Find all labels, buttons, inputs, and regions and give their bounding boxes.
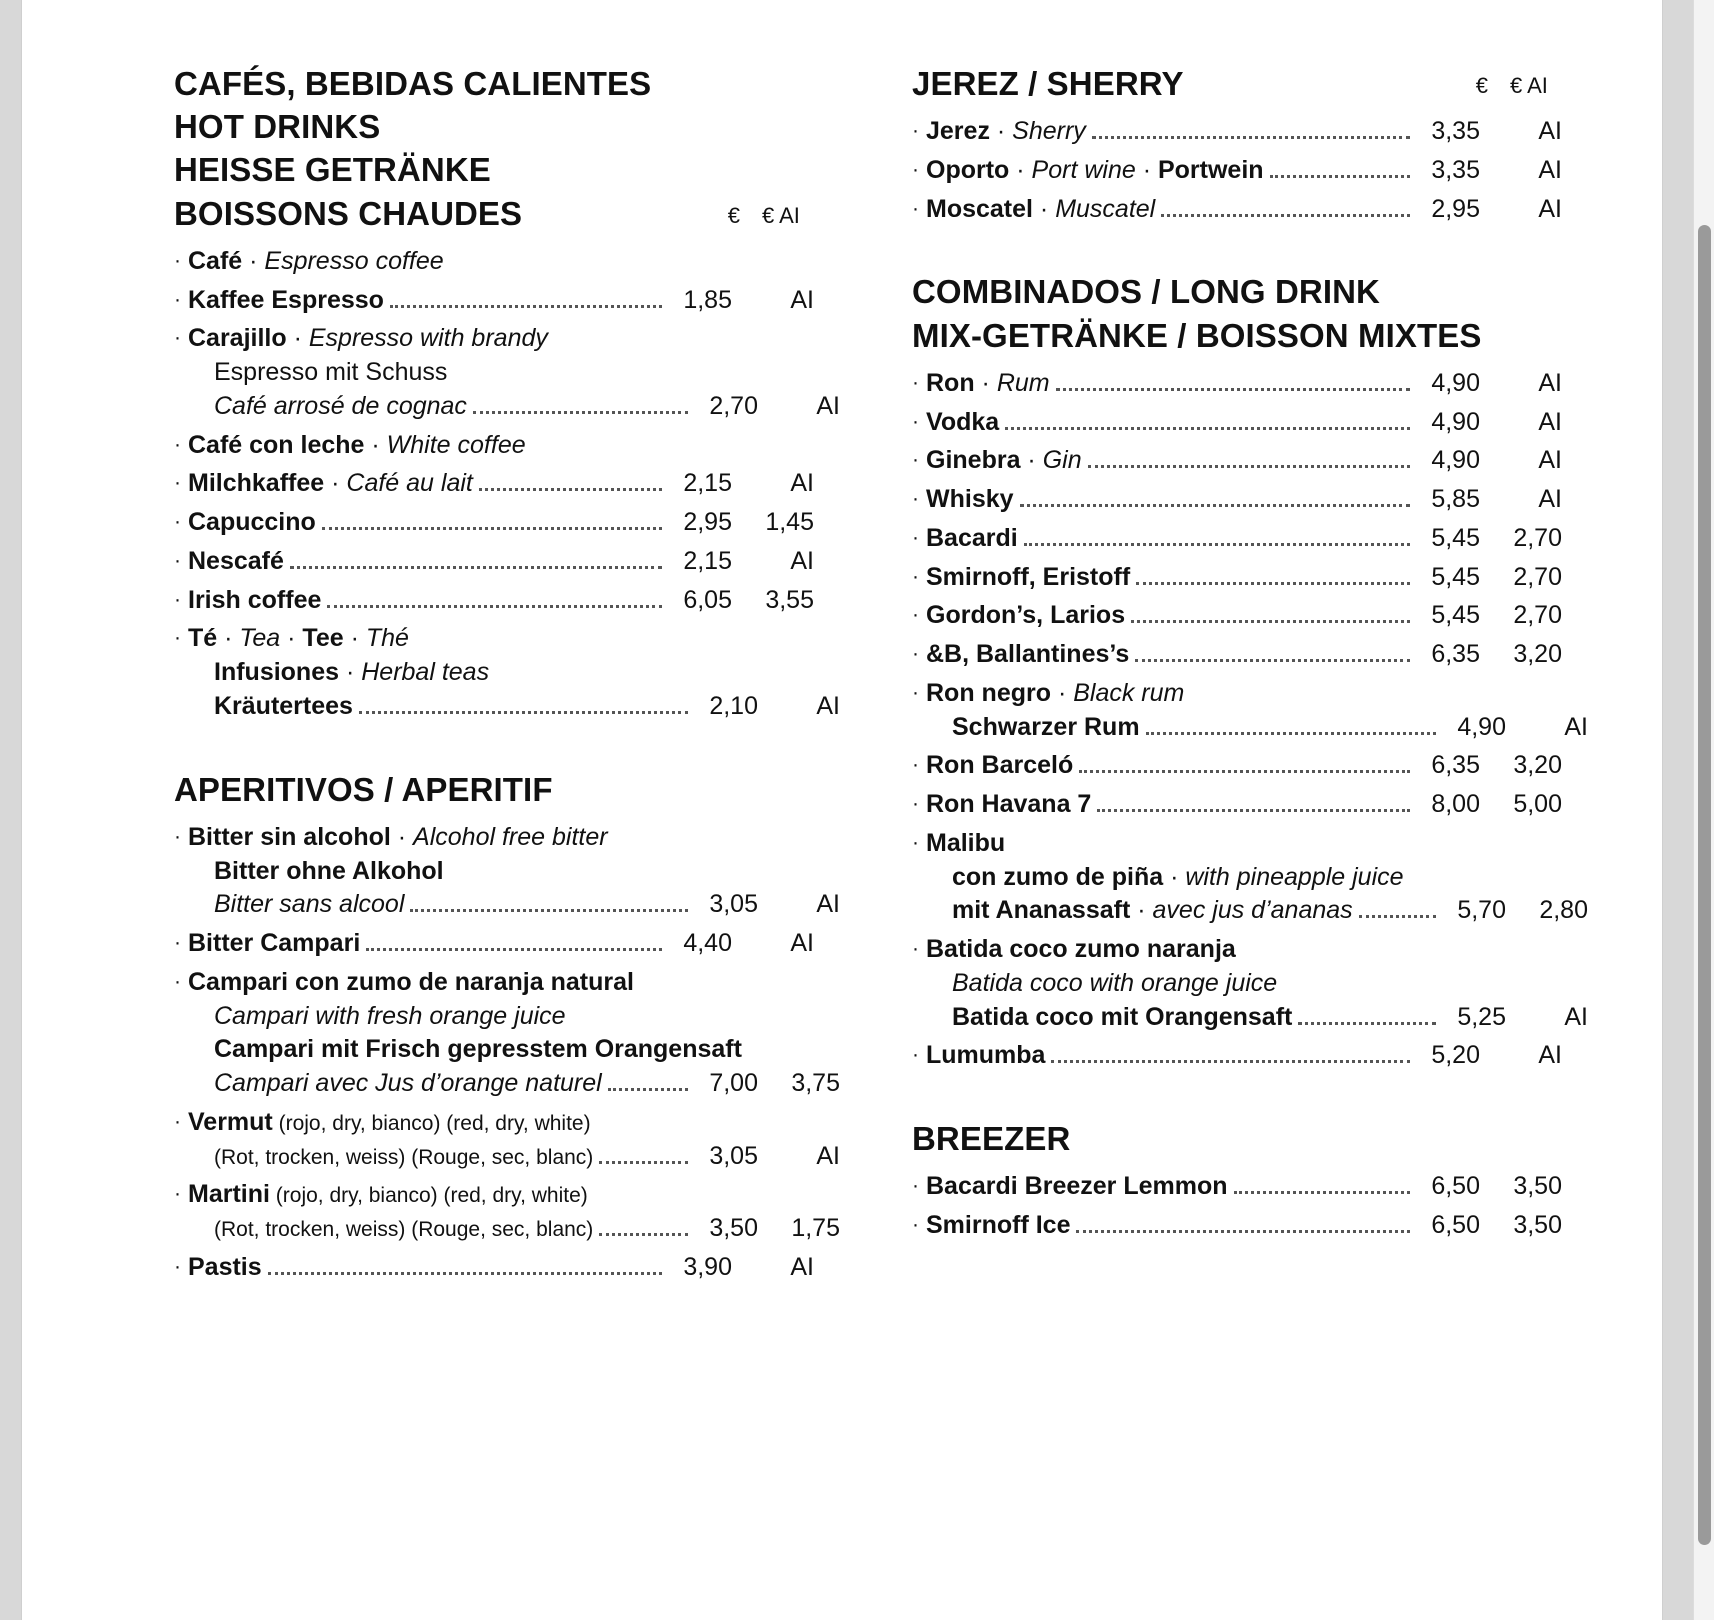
vertical-scrollbar[interactable] bbox=[1693, 0, 1714, 1620]
price-eur: 6,35 bbox=[1431, 640, 1480, 669]
menu-item-text: Smirnoff Ice bbox=[926, 1211, 1071, 1240]
price-eur: 3,05 bbox=[709, 890, 758, 919]
leader-dots bbox=[1024, 542, 1410, 546]
menu-item-line bbox=[912, 154, 1562, 188]
leader-dots bbox=[359, 710, 688, 714]
menu-item-line bbox=[174, 245, 814, 279]
price-eur: 6,05 bbox=[683, 585, 732, 614]
menu-item bbox=[912, 638, 1562, 672]
menu-item-line bbox=[174, 1067, 840, 1101]
price-eur: 6,50 bbox=[1431, 1211, 1480, 1240]
menu-item-line bbox=[912, 406, 1562, 440]
price-eur: 5,85 bbox=[1431, 485, 1480, 514]
leader-dots bbox=[390, 304, 662, 308]
bullet-icon: · bbox=[174, 432, 181, 456]
leader-dots bbox=[322, 526, 662, 530]
leader-dots bbox=[410, 908, 688, 912]
menu-item-text: Bitter sans alcool bbox=[214, 890, 405, 919]
menu-item-text: Ron Barceló bbox=[926, 751, 1074, 780]
leader-dots bbox=[366, 947, 662, 951]
menu-item-text: Irish coffee bbox=[188, 585, 322, 614]
price-ai: AI bbox=[1564, 712, 1588, 741]
bullet-icon: · bbox=[174, 510, 181, 534]
menu-section-hot-drinks bbox=[174, 62, 840, 724]
menu-item-line bbox=[174, 1251, 814, 1285]
bullet-icon: · bbox=[912, 937, 919, 961]
menu-item-text: Milchkaffee · Café au lait bbox=[188, 469, 473, 498]
menu-item bbox=[912, 444, 1562, 478]
price-eur: 1,85 bbox=[683, 285, 732, 314]
bullet-icon: · bbox=[174, 969, 181, 993]
bullet-icon: · bbox=[174, 1182, 181, 1206]
price-ai: 3,20 bbox=[1513, 640, 1562, 669]
menu-item-text: Smirnoff, Eristoff bbox=[926, 562, 1131, 591]
price-ai: 3,50 bbox=[1513, 1172, 1562, 1201]
menu-section-aperitifs bbox=[174, 768, 840, 1285]
leader-dots bbox=[1056, 387, 1410, 391]
menu-item bbox=[174, 467, 814, 501]
menu-item-text: &B, Ballantines’s bbox=[926, 640, 1130, 669]
menu-item-line bbox=[174, 927, 814, 961]
bullet-icon: · bbox=[912, 448, 919, 472]
price-eur: 5,70 bbox=[1457, 896, 1506, 925]
price-ai: AI bbox=[790, 929, 814, 958]
leader-dots bbox=[1020, 503, 1410, 507]
price-eur: 8,00 bbox=[1431, 790, 1480, 819]
bullet-icon: · bbox=[912, 525, 919, 549]
leader-dots bbox=[1136, 581, 1410, 585]
menu-item bbox=[912, 933, 1588, 1034]
menu-item-line bbox=[174, 622, 814, 656]
menu-item-line bbox=[174, 821, 814, 855]
price-eur: 4,90 bbox=[1457, 712, 1506, 741]
price-ai: 3,50 bbox=[1513, 1211, 1562, 1240]
leader-dots bbox=[1051, 1059, 1410, 1063]
menu-item bbox=[912, 367, 1562, 401]
price-ai: 2,80 bbox=[1539, 896, 1588, 925]
bullet-icon: · bbox=[174, 1254, 181, 1278]
price-ai: AI bbox=[1538, 194, 1562, 223]
menu-item-line bbox=[912, 933, 1562, 967]
menu-item-line bbox=[174, 1033, 840, 1067]
menu-item bbox=[174, 584, 814, 618]
section-title: CAFÉS, BEBIDAS CALIENTES HOT DRINKS HEISSE GETRÄNKE BOISSONS CHAUDES bbox=[174, 65, 652, 232]
price-ai: AI bbox=[790, 285, 814, 314]
menu-item-text: Schwarzer Rum bbox=[952, 712, 1140, 741]
section-title: APERITIVOS / APERITIF bbox=[174, 770, 553, 808]
menu-item-text: Café con leche · White coffee bbox=[188, 430, 526, 459]
leader-dots bbox=[1005, 426, 1410, 430]
price-ai: AI bbox=[1538, 1041, 1562, 1070]
menu-section-sherry bbox=[912, 62, 1562, 226]
section-title-row bbox=[912, 1117, 1562, 1160]
bullet-icon: · bbox=[912, 370, 919, 394]
bullet-icon: · bbox=[174, 326, 181, 350]
menu-item bbox=[174, 927, 814, 961]
price-ai: AI bbox=[1538, 368, 1562, 397]
menu-item-text: Campari with fresh orange juice bbox=[214, 1001, 566, 1030]
bullet-icon: · bbox=[174, 587, 181, 611]
leader-dots bbox=[1270, 174, 1410, 178]
bullet-icon: · bbox=[912, 564, 919, 588]
bullet-icon: · bbox=[912, 1213, 919, 1237]
leader-dots bbox=[599, 1160, 688, 1164]
section-title: BREEZER bbox=[912, 1120, 1071, 1158]
menu-item-line bbox=[912, 894, 1588, 928]
menu-item-text: Campari mit Frisch gepresstem Orangensaft bbox=[214, 1035, 742, 1064]
menu-item-text: Pastis bbox=[188, 1252, 262, 1281]
menu-item-line bbox=[912, 367, 1562, 401]
menu-item bbox=[174, 821, 840, 922]
leader-dots bbox=[473, 410, 688, 414]
menu-item-text: (Rot, trocken, weiss) (Rouge, sec, blanc) bbox=[214, 1218, 594, 1242]
menu-item-line bbox=[174, 855, 840, 889]
menu-item-text: Espresso mit Schuss bbox=[214, 358, 448, 387]
menu-item bbox=[174, 506, 814, 540]
menu-items bbox=[912, 1170, 1562, 1243]
price-ai: AI bbox=[816, 1141, 840, 1170]
menu-column-right bbox=[912, 62, 1588, 1251]
menu-item bbox=[912, 193, 1562, 227]
price-ai: AI bbox=[790, 546, 814, 575]
leader-dots bbox=[1135, 658, 1410, 662]
menu-section-long-drinks bbox=[912, 270, 1588, 1073]
price-eur: 6,50 bbox=[1431, 1172, 1480, 1201]
currency-headers bbox=[728, 203, 814, 235]
price-eur: 3,05 bbox=[709, 1141, 758, 1170]
menu-item-line bbox=[912, 1209, 1562, 1243]
menu-item-text: Café arrosé de cognac bbox=[214, 391, 467, 420]
menu-item-line bbox=[174, 1178, 814, 1212]
menu-item-text: Carajillo · Espresso with brandy bbox=[188, 324, 548, 353]
menu-page bbox=[22, 0, 1662, 1620]
menu-item-text: Té · Tea · Tee · Thé bbox=[188, 624, 409, 653]
menu-item-line bbox=[912, 861, 1588, 895]
section-title-row bbox=[174, 768, 814, 811]
bullet-icon: · bbox=[912, 487, 919, 511]
price-ai: AI bbox=[1538, 155, 1562, 184]
menu-item-line bbox=[174, 467, 814, 501]
menu-item-text: Lumumba bbox=[926, 1041, 1046, 1070]
menu-items bbox=[174, 821, 840, 1285]
bullet-icon: · bbox=[174, 626, 181, 650]
price-ai: 3,20 bbox=[1513, 751, 1562, 780]
menu-item-text: Malibu bbox=[926, 828, 1006, 857]
menu-item-text: Infusiones · Herbal teas bbox=[214, 658, 490, 687]
price-eur: 4,90 bbox=[1431, 368, 1480, 397]
leader-dots bbox=[1076, 1229, 1410, 1233]
menu-item-text: Bacardi bbox=[926, 523, 1018, 552]
price-ai: 5,00 bbox=[1513, 790, 1562, 819]
leader-dots bbox=[1146, 731, 1436, 735]
menu-item-line bbox=[174, 1106, 814, 1140]
bullet-icon: · bbox=[174, 931, 181, 955]
bullet-icon: · bbox=[912, 830, 919, 854]
price-eur: 5,45 bbox=[1431, 523, 1480, 552]
menu-item-line bbox=[912, 599, 1562, 633]
price-ai: AI bbox=[790, 1252, 814, 1281]
menu-item bbox=[912, 406, 1562, 440]
price-ai: 2,70 bbox=[1513, 562, 1562, 591]
price-eur: 3,90 bbox=[683, 1252, 732, 1281]
bullet-icon: · bbox=[174, 471, 181, 495]
menu-item bbox=[912, 677, 1588, 745]
leader-dots bbox=[1088, 464, 1410, 468]
menu-item-text: Capuccino bbox=[188, 508, 316, 537]
menu-item-line bbox=[912, 1039, 1562, 1073]
menu-item-line bbox=[912, 967, 1588, 1001]
price-ai: 1,45 bbox=[765, 508, 814, 537]
menu-item-text: Oporto · Port wine · Portwein bbox=[926, 155, 1264, 184]
scrollbar-thumb[interactable] bbox=[1698, 225, 1711, 1545]
menu-item-line bbox=[912, 444, 1562, 478]
menu-item-text: Café · Espresso coffee bbox=[188, 246, 444, 275]
menu-item bbox=[912, 561, 1562, 595]
menu-item-line bbox=[174, 966, 814, 1000]
menu-item-text: Kräutertees bbox=[214, 691, 353, 720]
currency-header: € AI bbox=[1510, 73, 1548, 99]
price-eur: 4,90 bbox=[1431, 407, 1480, 436]
menu-item-line bbox=[912, 638, 1562, 672]
menu-item-text: Bitter sin alcohol · Alcohol free bitter bbox=[188, 822, 608, 851]
price-ai: AI bbox=[1538, 117, 1562, 146]
bullet-icon: · bbox=[912, 680, 919, 704]
price-ai: AI bbox=[790, 469, 814, 498]
menu-column-left bbox=[174, 62, 840, 1293]
price-ai: AI bbox=[816, 890, 840, 919]
menu-item bbox=[912, 154, 1562, 188]
leader-dots bbox=[1359, 914, 1436, 918]
section-title: COMBINADOS / LONG DRINK MIX-GETRÄNKE / BOISSON MIXTES bbox=[912, 273, 1482, 354]
menu-items bbox=[174, 245, 840, 724]
price-ai: AI bbox=[816, 391, 840, 420]
leader-dots bbox=[608, 1087, 688, 1091]
leader-dots bbox=[268, 1271, 662, 1275]
menu-item-text: Ron · Rum bbox=[926, 368, 1050, 397]
menu-item bbox=[912, 749, 1562, 783]
menu-item-line bbox=[174, 690, 840, 724]
price-eur: 2,15 bbox=[683, 469, 732, 498]
currency-headers bbox=[1476, 73, 1562, 105]
menu-item-text: Vodka bbox=[926, 407, 1000, 436]
leader-dots bbox=[327, 604, 662, 608]
price-eur: 3,50 bbox=[709, 1214, 758, 1243]
leader-dots bbox=[1234, 1190, 1410, 1194]
menu-item bbox=[912, 1170, 1562, 1204]
price-ai: AI bbox=[1538, 446, 1562, 475]
menu-item bbox=[912, 1209, 1562, 1243]
price-ai: 1,75 bbox=[791, 1214, 840, 1243]
menu-item-text: Ginebra · Gin bbox=[926, 446, 1082, 475]
menu-item-text: Batida coco zumo naranja bbox=[926, 935, 1236, 964]
bullet-icon: · bbox=[912, 157, 919, 181]
bullet-icon: · bbox=[912, 196, 919, 220]
price-eur: 5,45 bbox=[1431, 601, 1480, 630]
section-title-row bbox=[174, 62, 814, 235]
menu-section-breezer bbox=[912, 1117, 1562, 1243]
menu-item-line bbox=[174, 888, 840, 922]
menu-item-text: Ron Havana 7 bbox=[926, 790, 1092, 819]
bullet-icon: · bbox=[912, 642, 919, 666]
menu-item bbox=[912, 522, 1562, 556]
menu-item-line bbox=[912, 1170, 1562, 1204]
menu-item-text: Batida coco mit Orangensaft bbox=[952, 1002, 1293, 1031]
bullet-icon: · bbox=[174, 1109, 181, 1133]
menu-item-text: Bitter Campari bbox=[188, 929, 361, 958]
menu-item-line bbox=[174, 429, 814, 463]
menu-item-line bbox=[174, 1212, 840, 1246]
menu-item-text: Vermut (rojo, dry, bianco) (red, dry, white) bbox=[188, 1107, 591, 1136]
price-eur: 7,00 bbox=[709, 1069, 758, 1098]
menu-item-text: Martini (rojo, dry, bianco) (red, dry, white) bbox=[188, 1180, 588, 1209]
menu-item bbox=[174, 284, 814, 318]
menu-item bbox=[912, 483, 1562, 517]
menu-item-text: Gordon’s, Larios bbox=[926, 601, 1126, 630]
price-eur: 4,90 bbox=[1431, 446, 1480, 475]
menu-item-text: Batida coco with orange juice bbox=[952, 968, 1278, 997]
menu-item-line bbox=[912, 788, 1562, 822]
price-eur: 2,70 bbox=[709, 391, 758, 420]
menu-item-text: con zumo de piña · with pineapple juice bbox=[952, 862, 1404, 891]
menu-item-line bbox=[174, 506, 814, 540]
leader-dots bbox=[1079, 769, 1410, 773]
menu-item-text: Jerez · Sherry bbox=[926, 117, 1086, 146]
price-eur: 5,25 bbox=[1457, 1002, 1506, 1031]
leader-dots bbox=[290, 565, 662, 569]
menu-item-line bbox=[912, 711, 1588, 745]
price-ai: AI bbox=[1538, 485, 1562, 514]
menu-items bbox=[912, 115, 1562, 226]
leader-dots bbox=[1161, 213, 1410, 217]
price-ai: 2,70 bbox=[1513, 523, 1562, 552]
bullet-icon: · bbox=[912, 1174, 919, 1198]
leader-dots bbox=[1131, 619, 1410, 623]
bullet-icon: · bbox=[912, 119, 919, 143]
price-ai: AI bbox=[816, 691, 840, 720]
leader-dots bbox=[1097, 808, 1410, 812]
menu-item-line bbox=[174, 1140, 840, 1174]
bullet-icon: · bbox=[174, 287, 181, 311]
menu-item-line bbox=[174, 545, 814, 579]
menu-item-line bbox=[174, 322, 814, 356]
menu-item-line bbox=[912, 483, 1562, 517]
menu-item-line bbox=[174, 356, 840, 390]
menu-item-text: Campari con zumo de naranja natural bbox=[188, 967, 634, 996]
currency-header: € bbox=[1475, 73, 1488, 99]
price-eur: 2,95 bbox=[1431, 194, 1480, 223]
price-ai: 3,75 bbox=[791, 1069, 840, 1098]
menu-item-text: Moscatel · Muscatel bbox=[926, 194, 1156, 223]
menu-item-line bbox=[912, 749, 1562, 783]
menu-item bbox=[174, 245, 814, 279]
menu-item bbox=[912, 827, 1588, 928]
menu-item-line bbox=[912, 677, 1562, 711]
bullet-icon: · bbox=[912, 792, 919, 816]
bullet-icon: · bbox=[174, 248, 181, 272]
menu-items bbox=[912, 367, 1588, 1073]
menu-item bbox=[912, 599, 1562, 633]
bullet-icon: · bbox=[912, 603, 919, 627]
price-eur: 2,95 bbox=[683, 508, 732, 537]
menu-item bbox=[912, 115, 1562, 149]
menu-item-text: Campari avec Jus d’orange naturel bbox=[214, 1069, 602, 1098]
menu-item-line bbox=[912, 193, 1562, 227]
price-eur: 5,20 bbox=[1431, 1041, 1480, 1070]
menu-item-line bbox=[174, 584, 814, 618]
leader-dots bbox=[1298, 1021, 1436, 1025]
leader-dots bbox=[1092, 135, 1410, 139]
bullet-icon: · bbox=[912, 753, 919, 777]
bullet-icon: · bbox=[912, 409, 919, 433]
menu-item-text: Bacardi Breezer Lemmon bbox=[926, 1172, 1228, 1201]
menu-item-line bbox=[174, 284, 814, 318]
menu-item-text: Nescafé bbox=[188, 546, 284, 575]
section-title-row bbox=[912, 270, 1562, 356]
currency-header: € AI bbox=[762, 202, 800, 228]
menu-item-text: Ron negro · Black rum bbox=[926, 678, 1185, 707]
price-ai: AI bbox=[1564, 1002, 1588, 1031]
price-ai: 3,55 bbox=[765, 585, 814, 614]
menu-item-line bbox=[912, 561, 1562, 595]
menu-item-line bbox=[174, 656, 840, 690]
menu-columns bbox=[22, 0, 1662, 1620]
bullet-icon: · bbox=[912, 1043, 919, 1067]
menu-item-line bbox=[174, 390, 840, 424]
price-ai: AI bbox=[1538, 407, 1562, 436]
section-title: JEREZ / SHERRY bbox=[912, 65, 1184, 102]
menu-item-line bbox=[912, 1001, 1588, 1035]
menu-item bbox=[174, 966, 840, 1101]
menu-item-text: Whisky bbox=[926, 485, 1014, 514]
price-eur: 2,10 bbox=[709, 691, 758, 720]
price-ai: 2,70 bbox=[1513, 601, 1562, 630]
menu-item-line bbox=[912, 827, 1562, 861]
menu-item-line bbox=[912, 522, 1562, 556]
currency-header: € bbox=[727, 202, 740, 228]
bullet-icon: · bbox=[174, 548, 181, 572]
menu-item bbox=[174, 622, 840, 723]
menu-item bbox=[912, 1039, 1562, 1073]
section-title-row bbox=[912, 62, 1562, 105]
menu-item-line bbox=[912, 115, 1562, 149]
menu-item-text: mit Ananassaft · avec jus d’ananas bbox=[952, 896, 1353, 925]
price-eur: 6,35 bbox=[1431, 751, 1480, 780]
menu-item-text: (Rot, trocken, weiss) (Rouge, sec, blanc) bbox=[214, 1145, 594, 1169]
price-eur: 4,40 bbox=[683, 929, 732, 958]
price-eur: 3,35 bbox=[1431, 117, 1480, 146]
price-eur: 2,15 bbox=[683, 546, 732, 575]
bullet-icon: · bbox=[174, 824, 181, 848]
menu-item-line bbox=[174, 1000, 840, 1034]
menu-item bbox=[174, 545, 814, 579]
leader-dots bbox=[479, 487, 662, 491]
menu-item bbox=[174, 1251, 814, 1285]
menu-item-text: Kaffee Espresso bbox=[188, 285, 384, 314]
leader-dots bbox=[599, 1232, 688, 1236]
menu-item bbox=[174, 322, 840, 423]
menu-item bbox=[174, 429, 814, 463]
price-eur: 5,45 bbox=[1431, 562, 1480, 591]
price-eur: 3,35 bbox=[1431, 155, 1480, 184]
menu-item bbox=[174, 1178, 840, 1246]
menu-item bbox=[174, 1106, 840, 1174]
menu-item bbox=[912, 788, 1562, 822]
menu-item-text: Bitter ohne Alkohol bbox=[214, 856, 444, 885]
